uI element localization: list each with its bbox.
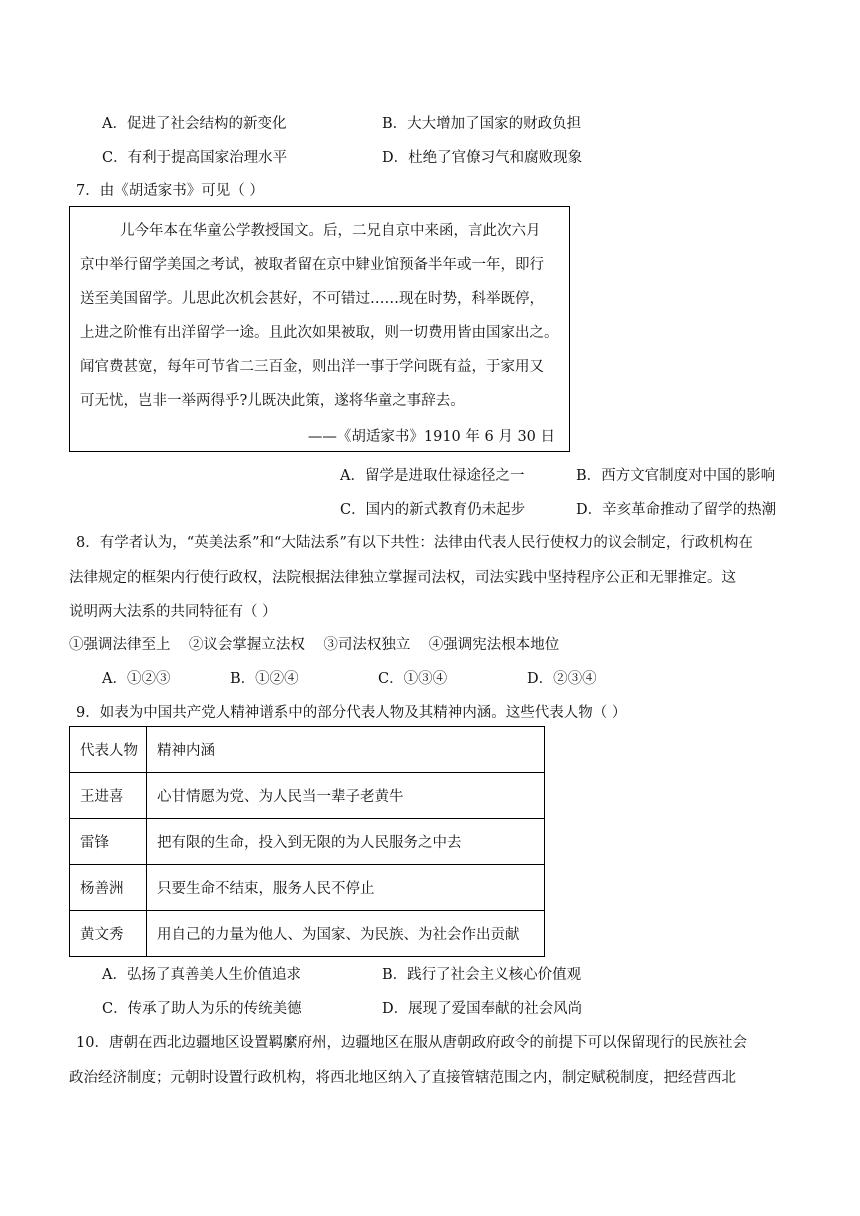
- quote-line: 闻官费甚宽，每年可节省二三百金，则出洋一事于学问既有益，于家用又: [80, 359, 544, 375]
- q9-stem: 9．如表为中国共产党人精神谱系中的部分代表人物及其精神内涵。这些代表人物（ ）: [76, 705, 627, 721]
- q8-stem-line: 说明两大法系的共同特征有（ ）: [69, 604, 277, 620]
- q9-option-b: B．践行了社会主义核心价值观: [382, 967, 582, 983]
- table-header-row: [70, 727, 545, 773]
- q6-option-d: D．杜绝了官僚习气和腐败现象: [382, 150, 583, 166]
- q7-stem: 7．由《胡适家书》可见（ ）: [76, 183, 264, 199]
- q7-option-c: C．国内的新式教育仍未起步: [340, 502, 526, 518]
- q8-items: ①强调法律至上 ②议会掌握立法权 ③司法权独立 ④强调宪法根本地位: [69, 637, 560, 653]
- q9-table: [69, 726, 545, 957]
- q8-option-d: D．②③④: [527, 671, 597, 687]
- table-cell: 杨善洲: [70, 865, 147, 911]
- table-cell: 雷锋: [70, 819, 147, 865]
- table-row: [70, 773, 545, 819]
- table-header-cell: 代表人物: [70, 727, 147, 773]
- quote-line: 可无忧，岂非一举两得乎?儿既决此策，遂将华童之事辞去。: [80, 393, 465, 409]
- q10-stem-line: 政治经济制度；元朝时设置行政机构，将西北地区纳入了直接管辖范围之内，制定赋税制度，把经营西北: [69, 1070, 736, 1086]
- table-cell: 王进喜: [70, 773, 147, 819]
- table-row: [70, 911, 545, 957]
- table-cell: 心甘情愿为党、为人民当一辈子老黄牛: [147, 773, 545, 819]
- table-row: [70, 865, 545, 911]
- quote-line: 送至美国留学。儿思此次机会甚好，不可错过……现在时势，科举既停，: [80, 291, 544, 307]
- q6-option-b: B．大大增加了国家的财政负担: [382, 116, 582, 132]
- quote-source: ——《胡适家书》1910 年 6 月 30 日: [307, 429, 555, 445]
- q8-option-c: C．①③④: [378, 671, 448, 687]
- table-header-cell: 精神内涵: [147, 727, 545, 773]
- q9-option-a: A．弘扬了真善美人生价值追求: [102, 967, 301, 983]
- table-cell: 把有限的生命，投入到无限的为人民服务之中去: [147, 819, 545, 865]
- table-cell: 用自己的力量为他人、为国家、为民族、为社会作出贡献: [147, 911, 545, 957]
- q7-option-b: B．西方文官制度对中国的影响: [576, 468, 776, 484]
- q7-option-a: A．留学是进取仕禄途径之一: [340, 468, 525, 484]
- q6-option-c: C．有利于提高国家治理水平: [102, 150, 288, 166]
- quote-line: 京中举行留学美国之考试，被取者留在京中肄业馆预备半年或一年，即行: [80, 257, 544, 273]
- q10-stem-line: 10．唐朝在西北边疆地区设置羁縻府州，边疆地区在服从唐朝政府政令的前提下可以保留现行的民族社会: [76, 1035, 747, 1051]
- table-cell: 黄文秀: [70, 911, 147, 957]
- quote-line: 上进之阶惟有出洋留学一途。且此次如果被取，则一切费用皆由国家出之。: [80, 325, 559, 341]
- table-row: [70, 819, 545, 865]
- q8-option-a: A．①②③: [102, 671, 171, 687]
- q6-option-a: A．促进了社会结构的新变化: [102, 116, 287, 132]
- q8-stem-line: 法律规定的框架内行使行政权，法院根据法律独立掌握司法权，司法实践中坚持程序公正和无罪推定。这: [69, 570, 736, 586]
- quote-line: 儿今年本在华童公学教授国文。后，二兄自京中来函，言此次六月: [120, 223, 541, 239]
- q8-stem-line: 8．有学者认为，“英美法系”和“大陆法系”有以下共性：法律由代表人民行使权力的议会制定，行政机构在: [76, 535, 753, 551]
- q7-option-d: D．辛亥革命推动了留学的热潮: [576, 502, 777, 518]
- q8-option-b: B．①②④: [230, 671, 299, 687]
- q9-option-d: D．展现了爱国奉献的社会风尚: [382, 1001, 583, 1017]
- q7-quote-box: [69, 206, 570, 452]
- q9-option-c: C．传承了助人为乐的传统美德: [102, 1001, 302, 1017]
- table-cell: 只要生命不结束，服务人民不停止: [147, 865, 545, 911]
